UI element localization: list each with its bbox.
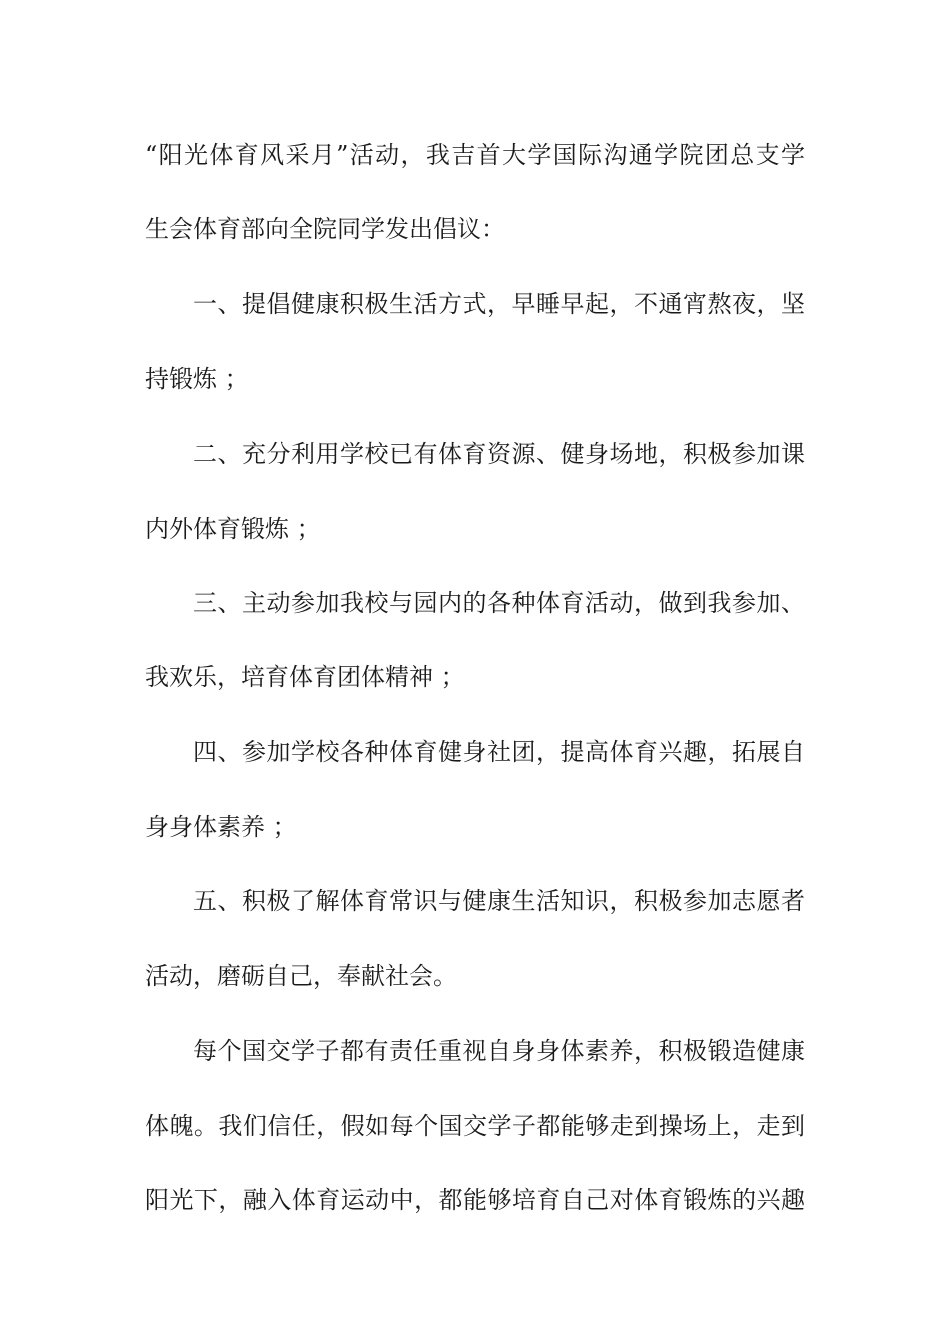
text-line-12: 活动，磨砺自己，奉献社会。 [145, 962, 457, 990]
text-line-10: 身身体素养 ； [145, 813, 297, 841]
text-line-3: 一、提倡健康积极生活方式，早睡早起，不通宵熬夜，坚 [193, 290, 805, 318]
text-line-2: 生会体育部向全院同学发出倡议： [145, 215, 505, 243]
text-line-9: 四、参加学校各种体育健身社团，提高体育兴趣，拓展自 [193, 738, 805, 766]
text-line-15: 阳光下，融入体育运动中，都能够培育自己对体育锻炼的兴趣 [145, 1186, 805, 1214]
text-line-13: 每个国交学子都有责任重视自身身体素养，积极锻造健康 [193, 1037, 805, 1065]
text-line-6: 内外体育锻炼 ； [145, 515, 321, 543]
text-line-11: 五、积极了解体育常识与健康生活知识，积极参加志愿者 [193, 887, 805, 915]
text-line-14: 体魄。我们信任，假如每个国交学子都能够走到操场上，走到 [145, 1112, 805, 1140]
text-line-8: 我欢乐，培育体育团体精神 ； [145, 663, 465, 691]
text-line-5: 二、充分利用学校已有体育资源、健身场地，积极参加课 [193, 440, 805, 468]
text-line-4: 持锻炼 ； [145, 365, 249, 393]
text-line-7: 三、主动参加我校与园内的各种体育活动，做到我参加、 [193, 589, 805, 617]
text-line-1: “阳光体育风采月”活动，我吉首大学国际沟通学院团总支学 [145, 141, 805, 169]
